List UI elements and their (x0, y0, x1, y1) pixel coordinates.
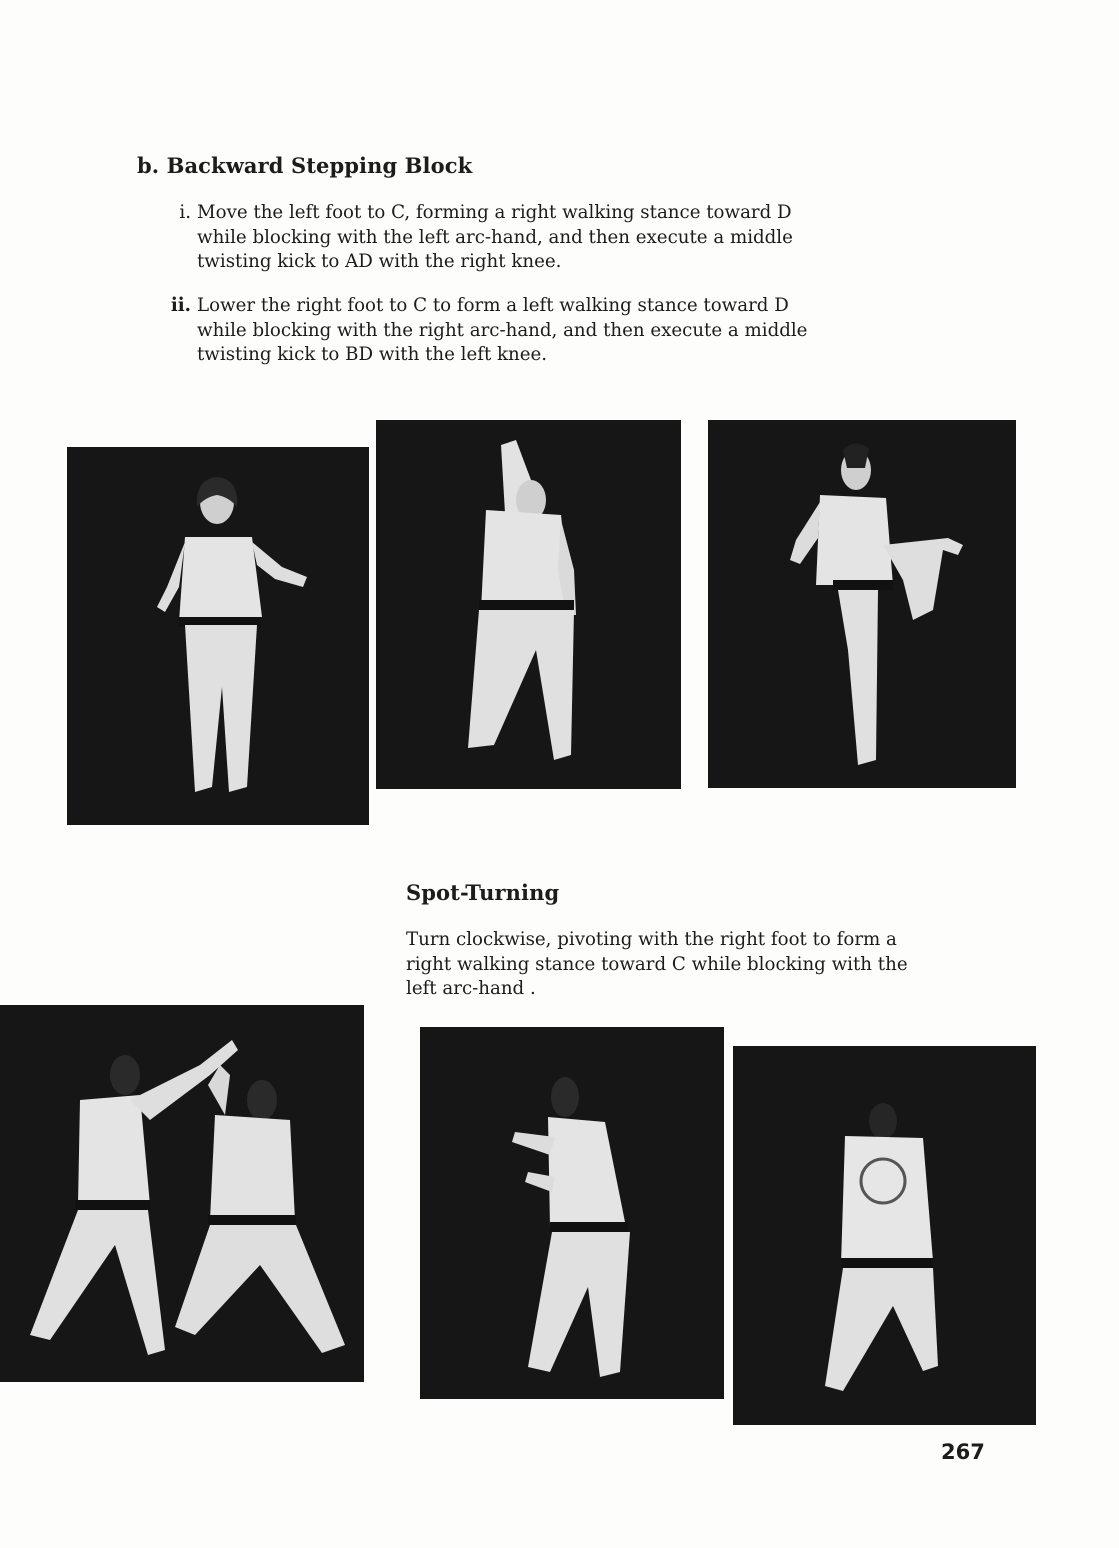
spot-turning-text (406, 928, 1006, 1002)
step-line: twisting kick to AD with the right knee. (197, 251, 562, 272)
photo-3 (708, 420, 1016, 788)
step-line: twisting kick to BD with the left knee. (197, 344, 548, 365)
step-marker: i. (179, 202, 191, 223)
step-line: Move the left foot to C, forming a right walking stance toward D (197, 202, 792, 223)
figure-illustration (0, 1005, 364, 1382)
text-line: Turn clockwise, pivoting with the right foot to form a (406, 929, 897, 950)
section-heading-backward-stepping-block: b. Backward Stepping Block (137, 153, 473, 178)
photo-6 (733, 1046, 1036, 1425)
figure-illustration (708, 420, 1016, 788)
step-line: Lower the right foot to C to form a left walking stance toward D (197, 295, 789, 316)
photo-1 (67, 447, 369, 825)
photo-2 (376, 420, 681, 789)
text-line: left arc-hand . (406, 978, 536, 999)
step-i (163, 201, 903, 275)
step-text (197, 294, 807, 368)
step-marker: ii. (170, 295, 191, 316)
page-number: 267 (941, 1440, 985, 1464)
step-text (197, 201, 793, 275)
text-line: right walking stance toward C while blocking with the (406, 953, 908, 975)
section-heading-spot-turning: Spot-Turning (406, 880, 560, 905)
step-ii (163, 294, 903, 368)
figure-illustration (67, 447, 369, 825)
photo-4 (0, 1005, 364, 1382)
figure-illustration (733, 1046, 1036, 1425)
step-line: while blocking with the left arc-hand, and then execute a middle (197, 226, 793, 248)
figure-illustration (420, 1027, 724, 1399)
step-line: while blocking with the right arc-hand, and then execute a middle (197, 319, 808, 341)
photo-5 (420, 1027, 724, 1399)
figure-illustration (376, 420, 681, 789)
